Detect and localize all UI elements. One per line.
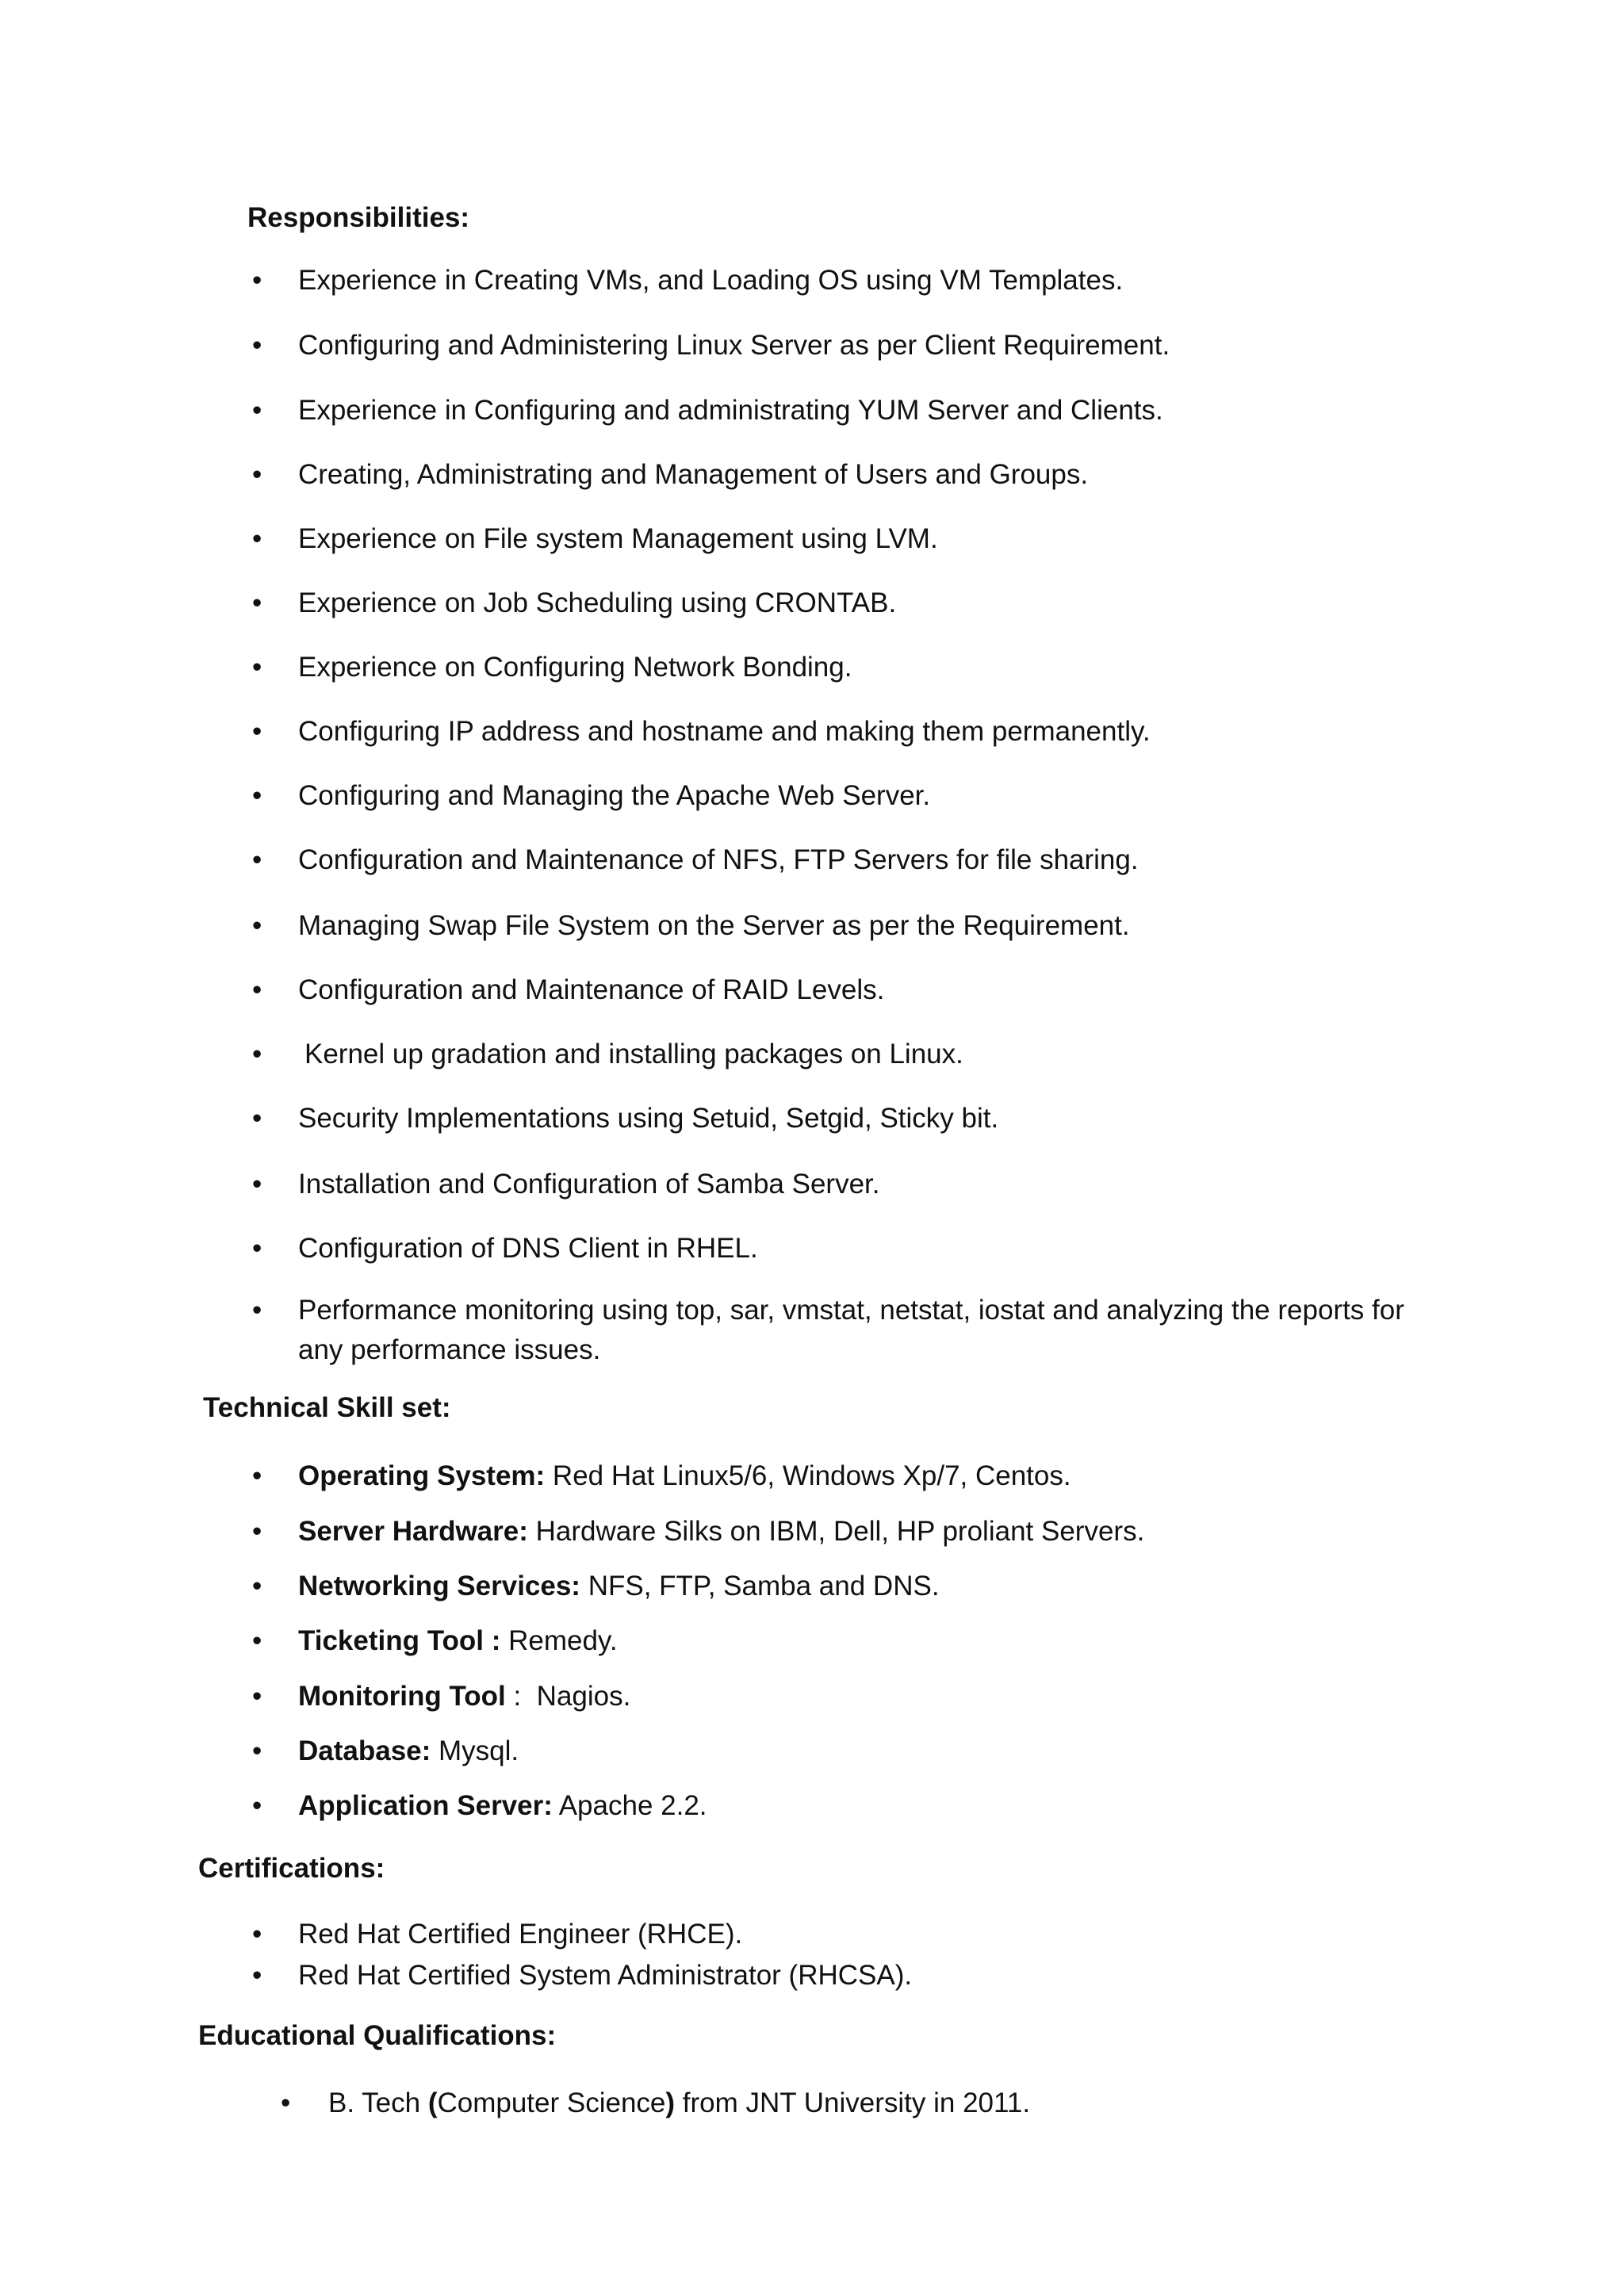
bullet-icon: • — [252, 1571, 262, 1601]
responsibility-text: Experience on Configuring Network Bonding. — [298, 652, 852, 683]
bullet-icon: • — [252, 1103, 262, 1134]
bullet-icon: • — [252, 1295, 262, 1326]
skill-label: Database: — [298, 1735, 431, 1766]
skill-label: Operating System: — [298, 1460, 546, 1491]
bullet-icon: • — [252, 1735, 262, 1766]
responsibility-text: Kernel up gradation and installing packages on Linux. — [304, 1039, 963, 1070]
skill-value: Apache 2.2. — [552, 1790, 707, 1821]
field-of-study: Computer Science — [437, 2087, 666, 2118]
skill-label: Server Hardware: — [298, 1516, 528, 1547]
bullet-icon: • — [252, 1516, 262, 1547]
bullet-icon: • — [252, 910, 262, 941]
responsibility-text: Configuration of DNS Client in RHEL. — [298, 1233, 758, 1264]
bullet-icon: • — [252, 1169, 262, 1200]
skill-label: Ticketing Tool : — [298, 1625, 501, 1656]
bullet-icon: • — [252, 1460, 262, 1491]
responsibility-text: Creating, Administrating and Management of Users and Groups. — [298, 459, 1089, 490]
certifications-heading: Certifications: — [198, 1853, 385, 1884]
paren-close: ) — [665, 2087, 676, 2118]
bullet-icon: • — [252, 780, 262, 811]
responsibility-text: Security Implementations using Setuid, Setgid, Sticky bit. — [298, 1103, 999, 1134]
responsibilities-heading: Responsibilities: — [247, 202, 470, 233]
technical-skills-heading: Technical Skill set: — [203, 1392, 451, 1423]
responsibility-text: Experience on Job Scheduling using CRONTAB. — [298, 587, 897, 618]
responsibility-text: Experience on File system Management using LVM. — [298, 523, 938, 554]
bullet-icon: • — [252, 844, 262, 875]
skill-label: Monitoring Tool — [298, 1681, 506, 1712]
skill-label: Networking Services: — [298, 1571, 580, 1601]
responsibility-text: Performance monitoring using top, sar, vmstat, netstat, iostat and analyzing the reports for any performance issues. — [298, 1295, 1404, 1365]
degree-text: B. Tech — [328, 2087, 428, 2118]
responsibility-text: Experience in Configuring and administrating YUM Server and Clients. — [298, 395, 1163, 426]
responsibility-text: Configuration and Maintenance of NFS, FTP Servers for file sharing. — [298, 844, 1139, 875]
certification-text: Red Hat Certified System Administrator (RHCSA). — [298, 1960, 913, 1991]
responsibility-text: Configuration and Maintenance of RAID Levels. — [298, 974, 885, 1005]
paren-open: ( — [427, 2087, 438, 2118]
responsibility-text: Installation and Configuration of Samba Server. — [298, 1169, 880, 1200]
bullet-icon: • — [252, 1625, 262, 1656]
skill-value: Hardware Silks on IBM, Dell, HP proliant Servers. — [527, 1516, 1145, 1547]
bullet-icon: • — [252, 1039, 262, 1070]
responsibility-text: Configuring and Managing the Apache Web Server. — [298, 780, 931, 811]
responsibility-text: Configuring IP address and hostname and making them permanently. — [298, 716, 1151, 747]
bullet-icon: • — [252, 652, 262, 683]
skill-label: Application Server: — [298, 1790, 553, 1821]
responsibility-text: Managing Swap File System on the Server as per the Requirement. — [298, 910, 1130, 941]
bullet-icon: • — [252, 1790, 262, 1821]
bullet-icon: • — [252, 974, 262, 1005]
bullet-icon: • — [252, 395, 262, 426]
bullet-icon: • — [252, 716, 262, 747]
bullet-icon: • — [252, 587, 262, 618]
bullet-icon: • — [252, 1681, 262, 1712]
bullet-icon: • — [252, 330, 262, 361]
bullet-icon: • — [281, 2087, 291, 2118]
bullet-icon: • — [252, 459, 262, 490]
bullet-icon: • — [252, 1960, 262, 1991]
university-text: from JNT University in 2011. — [675, 2087, 1031, 2118]
bullet-icon: • — [252, 523, 262, 554]
responsibility-text: Experience in Creating VMs, and Loading OS using VM Templates. — [298, 265, 1124, 296]
skill-value: NFS, FTP, Samba and DNS. — [580, 1571, 940, 1601]
education-heading: Educational Qualifications: — [198, 2020, 557, 2051]
responsibility-text: Configuring and Administering Linux Server as per Client Requirement. — [298, 330, 1170, 361]
skill-value: Mysql. — [431, 1735, 519, 1766]
skill-value: Remedy. — [500, 1625, 618, 1656]
bullet-icon: • — [252, 265, 262, 296]
bullet-icon: • — [252, 1233, 262, 1264]
bullet-icon: • — [252, 1919, 262, 1950]
skill-value: Red Hat Linux5/6, Windows Xp/7, Centos. — [545, 1460, 1071, 1491]
skill-value: : Nagios. — [505, 1681, 631, 1712]
certification-text: Red Hat Certified Engineer (RHCE). — [298, 1919, 743, 1950]
